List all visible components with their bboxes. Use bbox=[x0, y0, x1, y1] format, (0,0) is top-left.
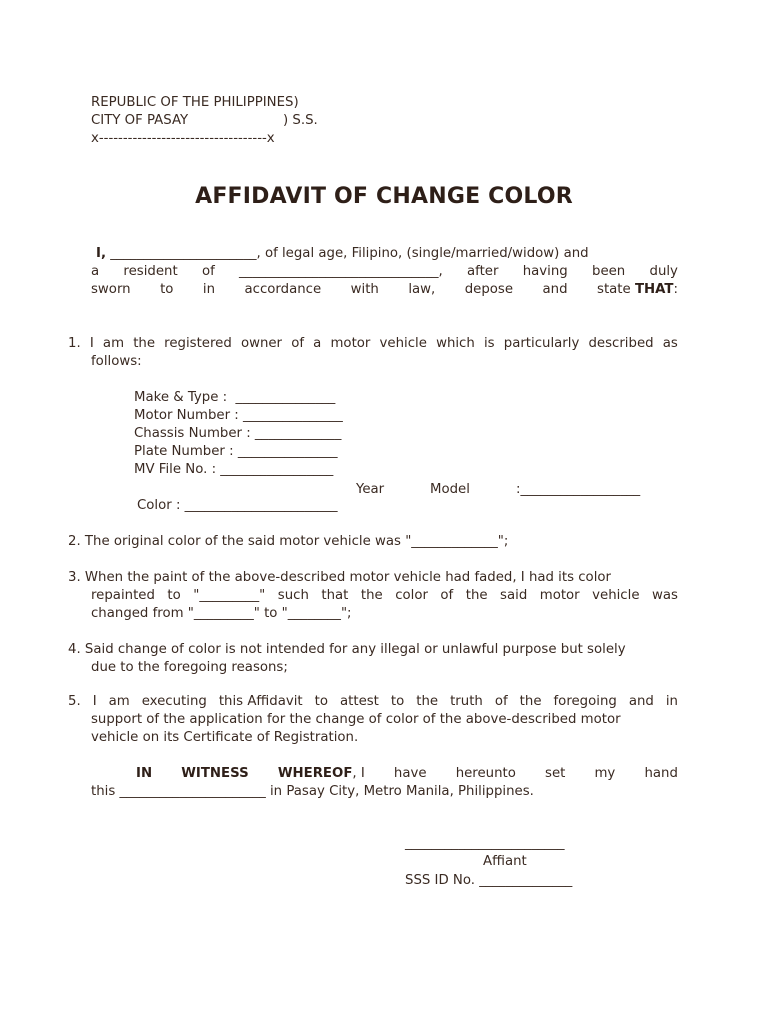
intro-word: depose bbox=[464, 282, 514, 297]
intro-word: to bbox=[160, 282, 174, 297]
item-5-line-3: vehicle on its Certificate of Registration. bbox=[91, 730, 359, 745]
item-4-line-2: due to the foregoing reasons; bbox=[91, 660, 288, 675]
item-5-word: and bbox=[628, 694, 654, 709]
item-3-word: motor bbox=[539, 588, 580, 603]
item-3-line-3: changed from "_________" to "________"; bbox=[91, 606, 352, 621]
item-1-word: am bbox=[102, 336, 125, 351]
motor-number-field: Motor Number : _______________ bbox=[134, 408, 343, 423]
item-3-word: such bbox=[277, 588, 309, 603]
item-5-word: foregoing bbox=[553, 694, 617, 709]
intro-that: THAT bbox=[634, 282, 674, 297]
intro-word: been bbox=[592, 264, 626, 279]
intro-word: and bbox=[542, 282, 568, 297]
item-4-line-1: 4. Said change of color is not intended for any illegal or unlawful purpose but solely bbox=[68, 642, 626, 657]
chassis-number-field: Chassis Number : _____________ bbox=[134, 426, 342, 441]
item-1-word: vehicle bbox=[379, 336, 427, 351]
item-3-word: the bbox=[465, 588, 488, 603]
model-label: Model bbox=[430, 482, 470, 497]
item-1-word: motor bbox=[330, 336, 371, 351]
item-3-word: that bbox=[321, 588, 349, 603]
witness-word: hereunto bbox=[455, 766, 516, 781]
intro-colon: : bbox=[673, 282, 678, 297]
item-1-word: the bbox=[133, 336, 156, 351]
witness-word: set bbox=[545, 766, 566, 781]
item-5-line-2: support of the application for the change of color of the above-described motor bbox=[91, 712, 621, 727]
witness-line-1 bbox=[136, 765, 678, 783]
item-5-word: truth bbox=[450, 694, 483, 709]
intro-i: I, bbox=[96, 246, 106, 261]
venue-ss: ) S.S. bbox=[283, 113, 318, 128]
witness-word: WHEREOF bbox=[277, 766, 353, 781]
witness-line-2: this ______________________ in Pasay City, Metro Manila, Philippines. bbox=[91, 784, 534, 799]
intro-line-3 bbox=[91, 281, 678, 299]
intro-word: ______________________________, bbox=[239, 264, 443, 279]
item-5-word: I bbox=[92, 694, 97, 709]
venue-separator: x-----------------------------------x bbox=[91, 131, 275, 146]
item-1-word: described bbox=[588, 336, 654, 351]
item-1-word: particularly bbox=[503, 336, 580, 351]
item-5-word: to bbox=[314, 694, 328, 709]
witness-word: hand bbox=[644, 766, 678, 781]
item-3-word: vehicle bbox=[592, 588, 640, 603]
witness-word: my bbox=[594, 766, 616, 781]
intro-word: in bbox=[202, 282, 216, 297]
venue-city: CITY OF PASAY bbox=[91, 113, 189, 128]
item-1-word: I bbox=[89, 336, 94, 351]
witness-word: IN bbox=[136, 766, 153, 781]
item-2: 2. The original color of the said motor vehicle was "_____________"; bbox=[68, 534, 509, 549]
intro-word: state bbox=[597, 282, 631, 297]
item-3-word: said bbox=[500, 588, 528, 603]
mv-file-field: MV File No. : _________________ bbox=[134, 462, 334, 477]
item-1-word: 1. bbox=[68, 336, 81, 351]
item-5-word: attest bbox=[340, 694, 379, 709]
item-1-line-1 bbox=[68, 335, 678, 353]
intro-word: duly bbox=[649, 264, 678, 279]
item-5-line-1 bbox=[68, 693, 678, 711]
document-title: AFFIDAVIT OF CHANGE COLOR bbox=[195, 184, 573, 209]
item-5-word: to bbox=[390, 694, 405, 709]
year-label: Year bbox=[356, 482, 385, 497]
item-1-word: as bbox=[662, 336, 678, 351]
item-5-word: of bbox=[494, 694, 508, 709]
intro-word: sworn bbox=[91, 282, 131, 297]
item-3-word: "_________" bbox=[193, 588, 266, 603]
item-1-word: is bbox=[483, 336, 495, 351]
item-5-word: am bbox=[108, 694, 130, 709]
intro-word: with bbox=[350, 282, 379, 297]
intro-line-1 bbox=[96, 245, 589, 263]
intro-word: resident bbox=[123, 264, 178, 279]
affiant-label: Affiant bbox=[483, 854, 527, 869]
plate-number-field: Plate Number : _______________ bbox=[134, 444, 338, 459]
witness-word: WITNESS bbox=[181, 766, 249, 781]
item-3-word: was bbox=[651, 588, 678, 603]
intro-word: of bbox=[201, 264, 215, 279]
item-1-word: of bbox=[291, 336, 305, 351]
item-3-word: the bbox=[360, 588, 383, 603]
item-3-word: of bbox=[440, 588, 454, 603]
item-3-line-1: 3. When the paint of the above-described motor vehicle had faded, I had its color bbox=[68, 570, 611, 585]
venue-republic: REPUBLIC OF THE PHILIPPINES) bbox=[91, 95, 299, 110]
item-5-word: the bbox=[519, 694, 542, 709]
item-5-word: the bbox=[416, 694, 439, 709]
item-3-line-2 bbox=[91, 587, 678, 605]
intro-word-last bbox=[597, 281, 678, 299]
witness-word: , I bbox=[352, 766, 365, 781]
witness-whereof bbox=[278, 765, 365, 783]
intro-word: having bbox=[522, 264, 568, 279]
intro-line-1-text: ______________________, of legal age, Filipino, (single/married/widow) and bbox=[106, 246, 589, 261]
year-model-blank: :__________________ bbox=[516, 482, 641, 497]
item-3-word: color bbox=[395, 588, 428, 603]
item-1-word: a bbox=[313, 336, 322, 351]
item-5-word: executing bbox=[141, 694, 207, 709]
sss-id-field: SSS ID No. ______________ bbox=[405, 873, 573, 888]
intro-word: after bbox=[466, 264, 499, 279]
intro-line-2 bbox=[91, 263, 678, 281]
signature-line: ________________________ bbox=[405, 836, 565, 851]
item-3-word: to bbox=[167, 588, 181, 603]
intro-word: law, bbox=[408, 282, 436, 297]
item-1-line-2: follows: bbox=[91, 354, 142, 369]
item-5-word: 5. bbox=[68, 694, 81, 709]
make-type-field: Make & Type : _______________ bbox=[134, 390, 336, 405]
item-1-word: registered bbox=[164, 336, 232, 351]
intro-word: accordance bbox=[244, 282, 322, 297]
item-1-word: owner bbox=[240, 336, 283, 351]
item-3-word: repainted bbox=[91, 588, 155, 603]
item-1-word: which bbox=[436, 336, 475, 351]
item-5-word: this Affidavit bbox=[218, 694, 303, 709]
color-field: Color : _______________________ bbox=[137, 498, 338, 513]
item-5-word: in bbox=[665, 694, 678, 709]
intro-word: a bbox=[91, 264, 100, 279]
witness-word: have bbox=[393, 766, 427, 781]
